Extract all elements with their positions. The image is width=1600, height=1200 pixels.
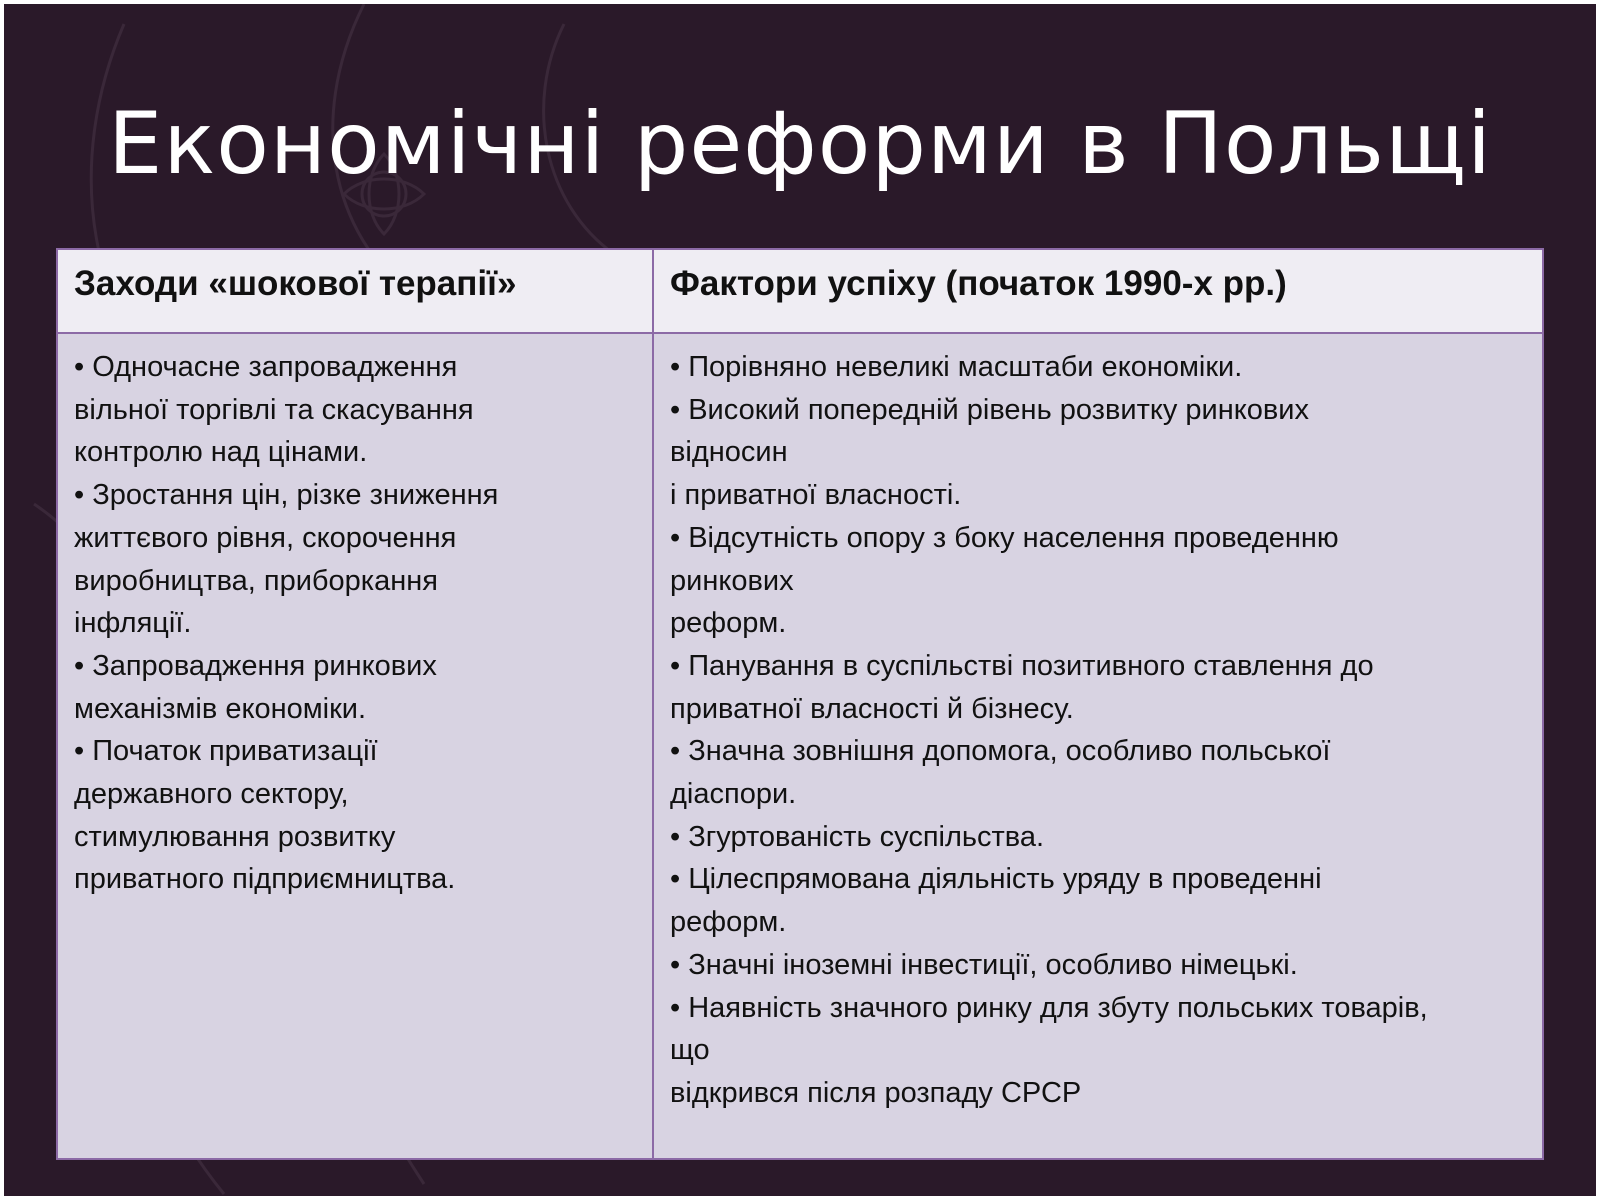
shock-therapy-measures-cell <box>74 346 644 901</box>
list-item-line: • Початок приватизації <box>74 735 378 768</box>
list-item-line: • Наявність значного ринку для збуту польських товарів, <box>670 991 1428 1024</box>
list-item-line: ринкових <box>670 564 794 597</box>
list-item-line: контролю над цінами. <box>74 436 368 469</box>
list-item-line: • Панування в суспільстві позитивного ставлення до <box>670 649 1374 682</box>
list-item-line: • Зростання цін, різке зниження <box>74 479 499 512</box>
list-item-line: і приватної власності. <box>670 479 962 512</box>
list-item-line: • Високий попередній рівень розвитку ринкових <box>670 393 1310 426</box>
list-item-line: відносин <box>670 436 788 469</box>
header-shock-therapy-measures: Заходи «шокової терапії» <box>74 264 517 303</box>
list-item-line: діаспори. <box>670 778 797 811</box>
list-item-line: відкрився після розпаду СРСР <box>670 1076 1082 1109</box>
list-item-line: • Цілеспрямована діяльність уряду в проведенні <box>670 863 1322 896</box>
list-item-line: стимулювання розвитку <box>74 820 396 853</box>
list-item-line: • Порівняно невеликі масштаби економіки. <box>670 351 1243 383</box>
list-item-line: державного сектору, <box>74 778 349 811</box>
comparison-table <box>56 248 1544 1160</box>
list-item-line: • Одночасне запровадження <box>74 351 458 383</box>
list-item-line: інфляції. <box>74 607 192 640</box>
list-item-line: приватної власності й бізнесу. <box>670 692 1074 725</box>
slide <box>4 4 1596 1196</box>
list-item-line: реформ. <box>670 607 787 640</box>
list-item-line: вільної торгівлі та скасування <box>74 393 474 426</box>
list-item-line: • Значні іноземні інвестиції, особливо німецькі. <box>670 948 1298 981</box>
list-item-line: реформ. <box>670 906 787 939</box>
header-success-factors: Фактори успіху (початок 1990-х рр.) <box>670 264 1287 303</box>
success-factors-cell <box>670 346 1536 1115</box>
slide-title: Економічні реформи в Польщі <box>108 94 1492 194</box>
list-item-line: • Значна зовнішня допомога, особливо польської <box>670 735 1331 768</box>
list-item-line: • Згуртованість суспільства. <box>670 820 1045 853</box>
list-item-line: що <box>670 1034 710 1067</box>
list-item-line: виробництва, приборкання <box>74 564 438 597</box>
list-item-line: • Запровадження ринкових <box>74 649 437 682</box>
list-item-line: приватного підприємництва. <box>74 863 456 896</box>
column-divider <box>652 250 654 1158</box>
list-item-line: життєвого рівня, скорочення <box>74 521 457 554</box>
list-item-line: • Відсутність опору з боку населення проведенню <box>670 521 1339 554</box>
list-item-line: механізмів економіки. <box>74 692 367 725</box>
